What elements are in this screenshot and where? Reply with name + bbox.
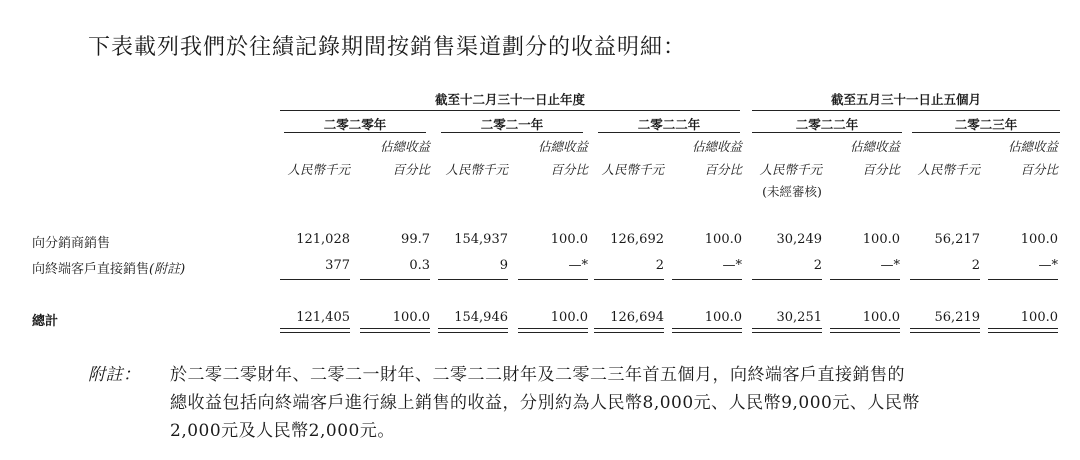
table-cell: 56,217: [934, 232, 980, 247]
table-cell: 154,937: [454, 232, 508, 247]
note-label: 附註：: [88, 365, 141, 385]
period-underline: [284, 132, 426, 133]
table-cell-total: 56,219: [934, 310, 980, 325]
period-underline: [441, 132, 583, 133]
table-cell: 99.7: [401, 232, 430, 247]
table-cell-total: 126,694: [610, 310, 664, 325]
period-header-2021: 二零二一年: [480, 117, 544, 132]
table-cell: —*: [1038, 258, 1058, 273]
total-double-rule: [280, 328, 350, 333]
period-header-2022-5m: 二零二二年: [795, 117, 859, 132]
total-double-rule: [594, 328, 664, 333]
table-cell: 126,692: [610, 232, 664, 247]
col-header-pct-top: 佔總收益: [1007, 139, 1058, 154]
subtotal-rule: [280, 279, 350, 280]
col-header-pct-top: 佔總收益: [849, 139, 900, 154]
period-header-2023-5m: 二零二三年: [954, 117, 1018, 132]
period-underline: [912, 132, 1060, 133]
note-line: 於二零二零財年、二零二一財年、二零二二財年及二零二三年首五個月，向終端客戶直接銷售的: [170, 365, 905, 385]
table-cell-total: 100.0: [1020, 310, 1058, 325]
col-header-pct-top: 佔總收益: [691, 139, 742, 154]
total-double-rule: [518, 328, 588, 333]
note-line: 總收益包括向終端客戶進行線上銷售的收益，分別約為人民幣8,000元、人民幣9,000元、人民幣: [170, 393, 920, 413]
table-cell-total: 100.0: [392, 310, 430, 325]
table-cell-total: 100.0: [550, 310, 588, 325]
col-header-pct-bottom: 百分比: [1020, 162, 1058, 177]
col-header-rmb: 人民幣千元: [917, 162, 980, 177]
col-header-pct-bottom: 百分比: [862, 162, 900, 177]
row-label-total: 總計: [32, 314, 59, 329]
subtotal-rule: [360, 279, 430, 280]
row-label-distributors: 向分銷商銷售: [32, 236, 111, 251]
col-header-pct-bottom: 百分比: [704, 162, 742, 177]
table-cell: —*: [722, 258, 742, 273]
subtotal-rule: [594, 279, 664, 280]
subtotal-rule: [518, 279, 588, 280]
subtotal-rule: [910, 279, 980, 280]
table-cell: 2: [655, 258, 664, 273]
col-header-rmb: 人民幣千元: [287, 162, 350, 177]
group-header-five-months: 截至五月三十一日止五個月: [830, 92, 981, 107]
subtotal-rule: [672, 279, 742, 280]
table-cell: 100.0: [550, 232, 588, 247]
col-header-pct-top: 佔總收益: [379, 139, 430, 154]
col-header-pct-bottom: 百分比: [550, 162, 588, 177]
table-cell: 100.0: [862, 232, 900, 247]
total-double-rule: [830, 328, 900, 333]
note-line: 2,000元及人民幣2,000元。: [170, 421, 395, 441]
total-double-rule: [910, 328, 980, 333]
col-header-unaudited: (未經審核): [762, 184, 822, 199]
intro-text: 下表載列我們於往績記錄期間按銷售渠道劃分的收益明細：: [88, 35, 687, 60]
group-header-underline: [752, 110, 1060, 111]
row-label-note: (附註): [149, 262, 186, 277]
col-header-rmb: 人民幣千元: [601, 162, 664, 177]
total-double-rule: [438, 328, 508, 333]
group-header-underline: [280, 110, 740, 111]
table-cell: 121,028: [296, 232, 350, 247]
total-double-rule: [988, 328, 1058, 333]
period-header-2022: 二零二二年: [637, 117, 701, 132]
table-cell: 2: [971, 258, 980, 273]
group-header-year-end: 截至十二月三十一日止年度: [434, 92, 585, 107]
table-cell: —*: [880, 258, 900, 273]
total-double-rule: [360, 328, 430, 333]
period-underline: [752, 132, 902, 133]
total-double-rule: [752, 328, 822, 333]
period-header-2020: 二零二零年: [323, 117, 387, 132]
table-cell: 0.3: [409, 258, 430, 273]
col-header-rmb: 人民幣千元: [445, 162, 508, 177]
table-cell: 377: [325, 258, 350, 273]
col-header-pct-bottom: 百分比: [392, 162, 430, 177]
table-cell-total: 100.0: [704, 310, 742, 325]
table-cell-total: 30,251: [776, 310, 822, 325]
subtotal-rule: [438, 279, 508, 280]
col-header-rmb: 人民幣千元: [759, 162, 822, 177]
subtotal-rule: [830, 279, 900, 280]
subtotal-rule: [988, 279, 1058, 280]
table-cell: 9: [499, 258, 508, 273]
subtotal-rule: [752, 279, 822, 280]
table-cell: 2: [813, 258, 822, 273]
row-label-text: 向終端客戶直接銷售: [32, 262, 150, 277]
table-cell-total: 154,946: [454, 310, 508, 325]
table-cell: 30,249: [776, 232, 822, 247]
table-cell-total: 100.0: [862, 310, 900, 325]
period-underline: [598, 132, 740, 133]
table-cell: 100.0: [1020, 232, 1058, 247]
col-header-pct-top: 佔總收益: [537, 139, 588, 154]
row-label-direct-sales: [32, 258, 185, 277]
total-double-rule: [672, 328, 742, 333]
table-cell: 100.0: [704, 232, 742, 247]
table-cell: —*: [568, 258, 588, 273]
table-cell-total: 121,405: [296, 310, 350, 325]
